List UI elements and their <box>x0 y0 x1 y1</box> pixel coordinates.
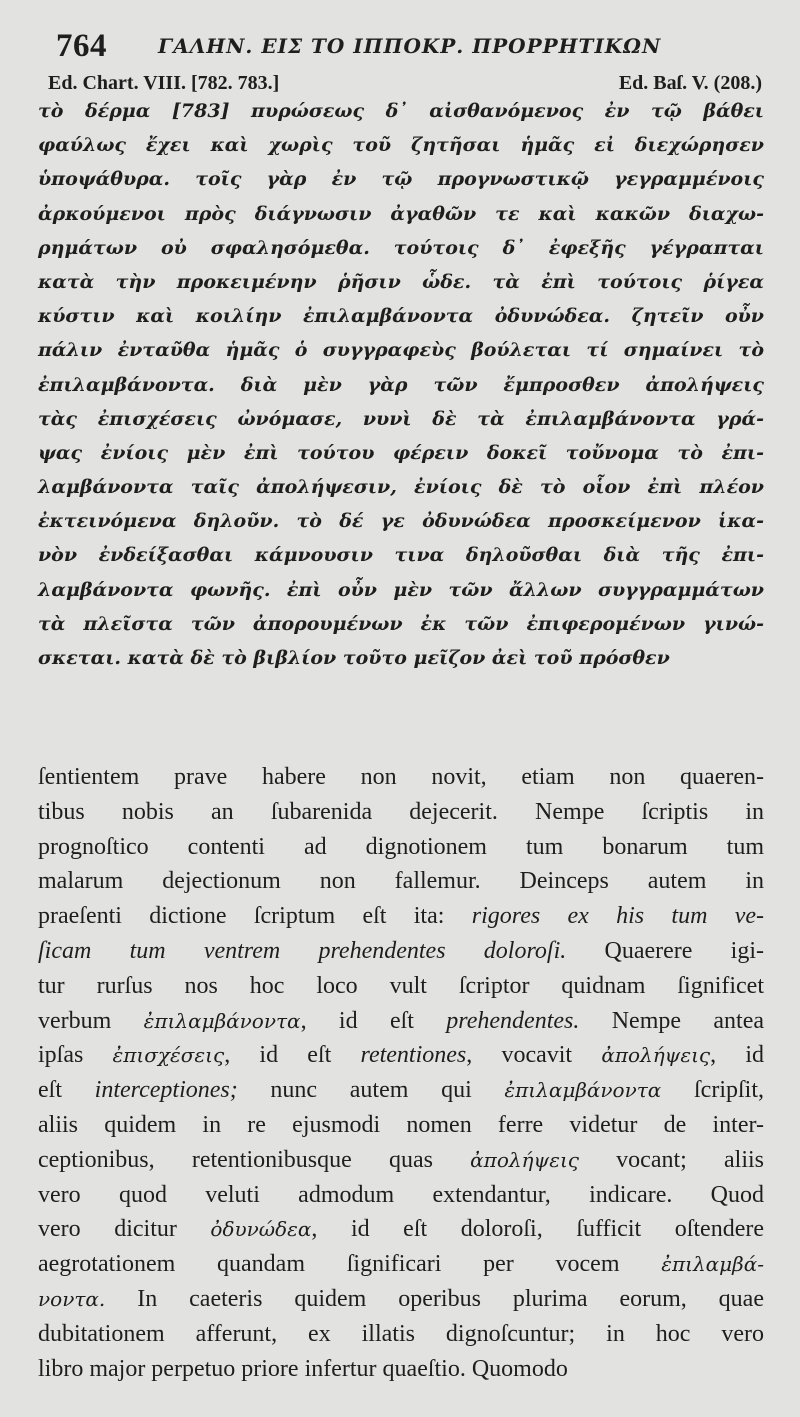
italic-lemma: retentiones <box>360 1042 467 1069</box>
latin-text-segment: ſcripſit, <box>661 1077 764 1104</box>
latin-text-line <box>38 1178 764 1213</box>
latin-text-line <box>38 969 764 1004</box>
latin-text-segment: praeſenti dictione ſcriptum eſt ita: <box>38 903 472 930</box>
edition-reference-basel: Ed. Baſ. V. (208.) <box>618 72 762 94</box>
latin-text-line <box>38 1212 764 1247</box>
italic-lemma: prehendentes. <box>446 1007 580 1034</box>
edition-reference-chartier: Ed. Chart. VIII. [782. 783.] <box>48 72 280 94</box>
greek-term: ἐπισχέσεις <box>112 1043 225 1068</box>
greek-text-line: ἀρκούμενοι πρὸς διάγνωσιν ἀγαθῶν τε καὶ κακῶν διαχω- <box>38 202 764 225</box>
latin-text-segment: malarum dejectionum non fallemur. Deinceps autem in <box>38 868 764 895</box>
greek-text-line: φαύλως ἔχει καὶ χωρὶς τοῦ ζητῆσαι ἡμᾶς εἰ διεχώρησεν <box>38 134 764 157</box>
greek-term: ἐπιλαμβάνοντα <box>504 1078 662 1103</box>
greek-text-line: σκεται. κατὰ δὲ τὸ βιβλίον τοῦτο μεῖζον ἀεὶ τοῦ πρόσθεν <box>38 647 670 669</box>
latin-text-segment: libro major perpetuo priore infertur quaeſtio. Quomodo <box>38 1355 568 1382</box>
greek-text-line: τὰ πλεῖστα τῶν ἀπορουμένων ἐκ τῶν ἐπιφερομένων γινώ- <box>38 612 764 635</box>
page-header <box>38 28 762 72</box>
greek-text-line: λαμβάνοντα ταῖς ἀπολήψεσιν, ἐνίοις δὲ τὸ οἷον ἐπὶ πλέον <box>38 476 764 499</box>
greek-text-line: πάλιν ἐνταῦθα ἡμᾶς ὁ συγγραφεὺς βούλεται τί σημαίνει τὸ <box>38 339 764 362</box>
greek-text-line: κύστιν καὶ κοιλίην ἐπιλαμβάνοντα ὀδυνώδεα. ζητεῖν οὖν <box>38 305 764 328</box>
latin-text-segment: tibus nobis an ſubarenida dejecerit. Nempe ſcriptis in <box>38 798 764 825</box>
latin-text-line <box>38 1073 764 1108</box>
latin-text-segment: aliis quidem in re ejusmodi nomen ferre videtur de inter- <box>38 1111 764 1138</box>
greek-term: ἀπολήψεις <box>601 1043 711 1068</box>
italic-lemma: rigores ex his tum ve- <box>471 903 764 930</box>
latin-text-line <box>38 1282 764 1317</box>
latin-text-line <box>38 1143 764 1178</box>
latin-text-segment: prognoſtico contenti ad dignotionem tum bonarum tum <box>38 833 764 860</box>
latin-text-segment: nunc autem qui <box>237 1077 505 1104</box>
greek-text-line: τὸ δέρμα [783] πυρώσεως δ᾽ αἰσθανόμενος ἐν τῷ βάθει <box>38 100 764 122</box>
latin-text-segment: vero quod veluti admodum extendantur, indicare. Quod <box>38 1181 764 1208</box>
latin-text-segment: ipſas <box>38 1042 113 1069</box>
latin-text-line <box>38 1317 764 1352</box>
greek-text-line: νὸν ἐνδείξασθαι κάμνουσιν τινα δηλοῦσθαι διὰ τῆς ἐπι- <box>38 544 764 567</box>
latin-text-line <box>38 1108 764 1143</box>
page-number: 764 <box>56 28 107 64</box>
greek-term: νοντα. <box>38 1286 106 1311</box>
latin-text-segment: aegrotationem quandam ſignificari per vocem <box>38 1251 662 1278</box>
latin-text-segment: Nempe antea <box>579 1007 765 1034</box>
greek-term: ἀπολήψεις <box>470 1147 579 1172</box>
latin-text-segment: vero dicitur <box>38 1216 211 1243</box>
greek-text-line: ἐκτεινόμενα δηλοῦν. τὸ δέ γε ὀδυνώδεα προσκείμενον ἱκα- <box>38 510 764 533</box>
latin-text-segment: vocant; aliis <box>578 1146 764 1173</box>
greek-text-line: ρημάτων οὐ σφαλησόμεθα. τούτοις δ᾽ ἐφεξῆς γέγραπται <box>38 236 764 259</box>
latin-text-line <box>38 1004 764 1039</box>
latin-text-segment: , id eſt <box>300 1007 447 1034</box>
greek-text-line: ὑποψάθυρα. τοῖς γὰρ ἐν τῷ προγνωστικῷ γεγραμμένοις <box>38 168 764 191</box>
latin-text-segment: , id <box>710 1042 765 1069</box>
italic-lemma: ſicam tum ventrem prehendentes doloroſi. <box>38 937 567 964</box>
latin-text-line <box>38 1247 764 1282</box>
latin-text-line <box>38 899 764 934</box>
greek-text-line: τὰς ἐπισχέσεις ὠνόμασε, νυνὶ δὲ τὰ ἐπιλαμβάνοντα γρά- <box>38 407 764 430</box>
latin-text-line <box>38 1352 764 1387</box>
latin-text-segment: , id eſt <box>224 1042 361 1069</box>
latin-text-line <box>38 760 764 795</box>
latin-text-segment: In caeteris quidem operibus plurima eorum, quae <box>105 1285 764 1312</box>
latin-text-line <box>38 864 764 899</box>
latin-translation-block <box>38 760 764 1386</box>
latin-text-segment: verbum <box>38 1007 144 1034</box>
greek-text-line: κατὰ τὴν προκειμένην ῥῆσιν ὧδε. τὰ ἐπὶ τούτοις ῥίγεα <box>38 270 764 293</box>
latin-text-segment: eſt <box>38 1077 95 1104</box>
latin-text-segment: , id eſt doloroſi, ſufficit oſtendere <box>311 1216 764 1243</box>
latin-text-line <box>38 830 764 865</box>
greek-text-line: ἐπιλαμβάνοντα. διὰ μὲν γὰρ τῶν ἔμπροσθεν ἀπολήψεις <box>38 373 764 396</box>
italic-lemma: interceptiones; <box>94 1077 238 1104</box>
running-title: ΓΑΛΗΝ. ΕΙΣ ΤΟ ΙΠΠΟΚΡ. ΠΡΟΡΡΗΤΙΚΩΝ <box>158 34 662 58</box>
latin-text-segment: tur rurſus nos hoc loco vult ſcriptor quidnam ſignificet <box>38 972 764 999</box>
latin-text-segment: ſentientem prave habere non novit, etiam non quaeren- <box>38 764 764 790</box>
greek-text-line: λαμβάνοντα φωνῆς. ἐπὶ οὖν μὲν τῶν ἄλλων συγγραμμάτων <box>38 578 764 601</box>
greek-term: ἐπιλαμβάνοντα <box>143 1008 301 1033</box>
greek-text-block <box>38 94 764 675</box>
greek-term: ἐπιλαμβά- <box>661 1252 764 1277</box>
latin-text-segment: ceptionibus, retentionibusque quas <box>38 1146 471 1173</box>
latin-text-line <box>38 934 764 969</box>
latin-text-segment: Quaerere igi- <box>566 937 764 964</box>
latin-text-segment: , vocavit <box>466 1042 602 1069</box>
greek-term: ὀδυνώδεα <box>210 1217 312 1242</box>
latin-text-line <box>38 1038 764 1073</box>
latin-text-segment: dubitationem afferunt, ex illatis dignoſcuntur; in hoc vero <box>38 1320 764 1347</box>
greek-text-line: ψας ἐνίοις μὲν ἐπὶ τούτου φέρειν δοκεῖ τοὔνομα τὸ ἐπι- <box>38 441 764 464</box>
latin-text-line <box>38 795 764 830</box>
